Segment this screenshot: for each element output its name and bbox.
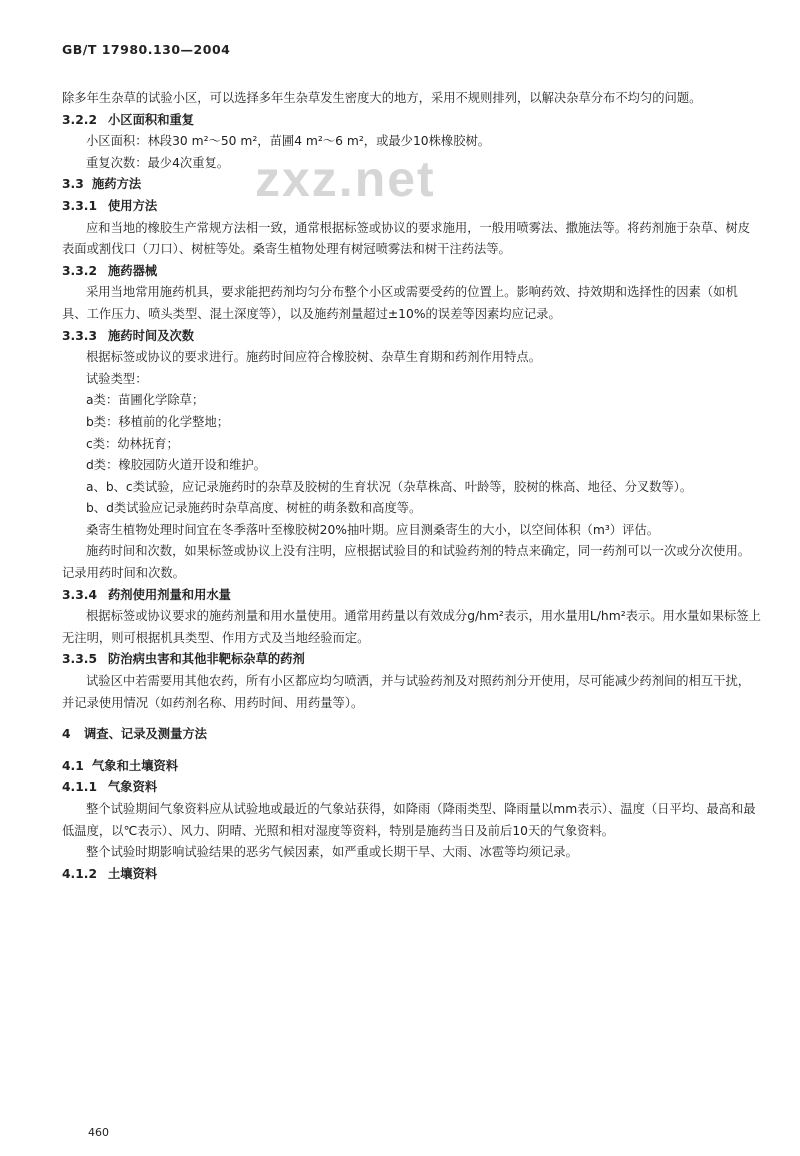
section-heading-4-1-2: 4.1.2 土壤资料 bbox=[62, 866, 158, 881]
section-heading-4-1: 4.1 气象和土壤资料 bbox=[62, 758, 179, 773]
standard-code-header: GB/T 17980.130—2004 bbox=[62, 42, 231, 57]
paragraph: 施药时间和次数，如果标签或协议上没有注明，应根据试验目的和试验药剂的特点来确定，同一药剂可以一次或分次使用。记录用药时间和次数。 bbox=[62, 544, 751, 581]
paragraph: 小区面积：林段30 m²～50 m²，苗圃4 m²～6 m²，或最少10株橡胶树。 bbox=[86, 134, 491, 149]
paragraph: a、b、c类试验，应记录施药时的杂草及胶树的生育状况（杂草株高、叶龄等，胶树的株高、地径、分叉数等）。 bbox=[86, 479, 693, 494]
section-heading-3-3-2: 3.3.2 施药器械 bbox=[62, 263, 158, 278]
section-heading-4: 4 调查、记录及测量方法 bbox=[62, 727, 207, 742]
paragraph: 试验区中若需要用其他农药，所有小区都应均匀喷洒，并与试验药剂及对照药剂分开使用，尽可能减少药剂间的相互干扰，并记录使用情况（如药剂名称、用药时间、用药量等）。 bbox=[62, 674, 751, 710]
paragraph: 采用当地常用施药机具，要求能把药剂均匀分布整个小区或需要受药的位置上。影响药效、持效期和选择性的因素（如机具、工作压力、喷头类型、混土深度等），以及施药剂量超过±10%的误差等因素均应记录。 bbox=[62, 285, 738, 321]
section-heading-3-2-2: 3.2.2 小区面积和重复 bbox=[62, 112, 195, 127]
spacer bbox=[62, 714, 762, 724]
spacer bbox=[62, 746, 762, 756]
paragraph: b、d类试验应记录施药时杂草高度、树桩的萌条数和高度等。 bbox=[86, 501, 422, 516]
section-heading-4-1-1: 4.1.1 气象资料 bbox=[62, 780, 158, 795]
list-item: c类：幼林抚育； bbox=[86, 436, 179, 451]
paragraph: 试验类型： bbox=[86, 371, 148, 386]
document-body bbox=[62, 88, 762, 885]
paragraph: 根据标签或协议的要求进行。施药时间应符合橡胶树、杂草生育期和药剂作用特点。 bbox=[86, 350, 541, 365]
section-heading-3-3-3: 3.3.3 施药时间及次数 bbox=[62, 328, 195, 343]
section-heading-3-3: 3.3 施药方法 bbox=[62, 177, 142, 192]
watermark: zxz.net bbox=[255, 151, 436, 207]
section-heading-3-3-5: 3.3.5 防治病虫害和其他非靶标杂草的药剂 bbox=[62, 652, 305, 667]
paragraph: 应和当地的橡胶生产常规方法相一致，通常根据标签或协议的要求施用，一般用喷雾法、撒施法等。将药剂施于杂草、树皮表面或割伐口（刀口）、树桩等处。桑寄生植物处理有树冠喷雾法和树干注药法等。 bbox=[62, 220, 751, 257]
paragraph: 桑寄生植物处理时间宜在冬季落叶至橡胶树20%抽叶期。应目测桑寄生的大小，以空间体积（m³）评估。 bbox=[86, 522, 660, 537]
section-heading-3-3-1: 3.3.1 使用方法 bbox=[62, 198, 158, 213]
paragraph: 整个试验期间气象资料应从试验地或最近的气象站获得，如降雨（降雨类型、降雨量以mm表示）、温度（日平均、最高和最低温度，以℃表示）、风力、阴晴、光照和相对湿度等资料，特别是施药当日及前后10天的气象资料。 bbox=[62, 802, 756, 838]
page-number: 460 bbox=[88, 1126, 109, 1139]
list-item: a类：苗圃化学除草； bbox=[86, 393, 205, 408]
list-item: d类：橡胶园防火道开设和维护。 bbox=[86, 458, 266, 473]
paragraph: 整个试验时期影响试验结果的恶劣气候因素，如严重或长期干旱、大雨、冰雹等均须记录。 bbox=[86, 845, 578, 860]
section-heading-3-3-4: 3.3.4 药剂使用剂量和用水量 bbox=[62, 587, 231, 602]
paragraph: 根据标签或协议要求的施药剂量和用水量使用。通常用药量以有效成分g/hm²表示，用水量用L/hm²表示。用水量如果标签上无注明，则可根据机具类型、作用方式及当地经验而定。 bbox=[62, 609, 761, 645]
paragraph: 除多年生杂草的试验小区，可以选择多年生杂草发生密度大的地方，采用不规则排列，以解决杂草分布不均匀的问题。 bbox=[62, 91, 702, 105]
paragraph: 重复次数：最少4次重复。 bbox=[86, 155, 230, 170]
list-item: b类：移植前的化学整地； bbox=[86, 414, 230, 429]
